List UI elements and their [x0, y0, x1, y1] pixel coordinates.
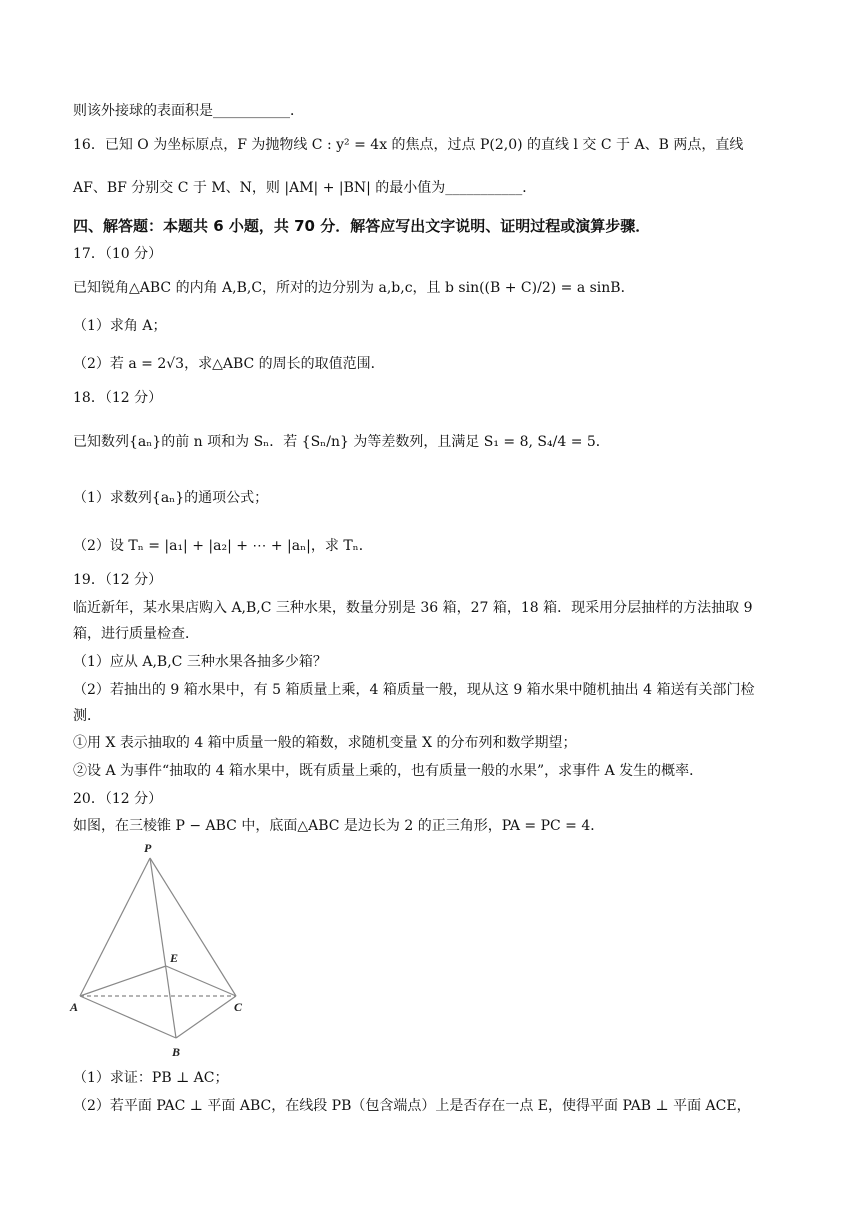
edge-PC — [150, 858, 236, 996]
label-C: C — [234, 1000, 243, 1014]
question-20-stem: 如图，在三棱锥 P − ABC 中，底面△ABC 是边长为 2 的正三角形，PA = PC = 4． — [73, 818, 605, 834]
question-19-stem-line-1: 临近新年，某水果店购入 A,B,C 三种水果，数量分别是 36 箱，27 箱，18 箱．现采用分层抽样的方法抽取 9 — [73, 600, 753, 616]
edge-PB — [150, 858, 179, 1038]
question-18-stem: 已知数列{aₙ}的前 n 项和为 Sₙ．若 {Sₙ/n} 为等差数列，且满足 S₁ = 8, S₄/4 = 5． — [73, 434, 610, 450]
question-18-part-2: （2）设 Tₙ = |a₁| + |a₂| + ⋯ + |aₙ|，求 Tₙ． — [73, 538, 373, 554]
label-B: B — [172, 1045, 181, 1059]
question-19-part-1: （1）应从 A,B,C 三种水果各抽多少箱？ — [73, 654, 327, 670]
question-17-part-2: （2）若 a = 2√3，求△ABC 的周长的取值范围． — [73, 356, 385, 372]
label-E: E — [170, 951, 179, 965]
edge-EC — [166, 966, 236, 996]
question-20-part-2: （2）若平面 PAC ⊥ 平面 ABC，在线段 PB（包含端点）上是否存在一点 E，使得平面 PAB ⊥ 平面 ACE， — [73, 1098, 751, 1114]
question-19-stem-line-2: 箱，进行质量检查． — [73, 626, 199, 642]
question-19-header: 19．（12 分） — [73, 572, 163, 588]
section-heading: 四、解答题：本题共 6 小题，共 70 分．解答应写出文字说明、证明过程或演算步骤． — [73, 217, 651, 235]
edge-BC — [176, 996, 236, 1038]
label-A: A — [70, 1000, 79, 1014]
text-line: 则该外接球的表面积是___________． — [73, 103, 304, 119]
question-19-part-2-line-2: 测． — [73, 708, 101, 724]
question-20-header: 20．（12 分） — [73, 791, 163, 807]
question-16-line-1: 16．已知 O 为坐标原点，F 为抛物线 C : y² = 4x 的焦点，过点 P(2,0) 的直线 l 交 C 于 A、B 两点，直线 — [73, 137, 744, 153]
question-17-part-1: （1）求角 A； — [73, 318, 167, 334]
label-P: P — [144, 841, 152, 855]
question-18-header: 18．（12 分） — [73, 390, 163, 406]
question-18-part-1: （1）求数列{aₙ}的通项公式； — [73, 490, 269, 506]
question-19-sub-2: ②设 A 为事件“抽取的 4 箱水果中，既有质量上乘的，也有质量一般的水果”，求事件 A 发生的概率． — [73, 763, 704, 779]
question-17-header: 17．（10 分） — [73, 246, 163, 262]
question-19-sub-1: ①用 X 表示抽取的 4 箱中质量一般的箱数，求随机变量 X 的分布列和数学期望； — [73, 735, 577, 751]
question-19-part-2-line-1: （2）若抽出的 9 箱水果中，有 5 箱质量上乘，4 箱质量一般，现从这 9 箱水果中随机抽出 4 箱送有关部门检 — [73, 682, 755, 698]
question-20-part-1: （1）求证：PB ⊥ AC； — [73, 1070, 229, 1086]
question-17-stem: 已知锐角△ABC 的内角 A,B,C，所对的边分别为 a,b,c，且 b sin((B + C)/2) = a sinB． — [73, 280, 635, 296]
pyramid-figure — [62, 834, 262, 1064]
edge-AB — [80, 996, 176, 1038]
question-16-line-2: AF、BF 分别交 C 于 M、N，则 |AM| + |BN| 的最小值为___________． — [73, 180, 537, 196]
